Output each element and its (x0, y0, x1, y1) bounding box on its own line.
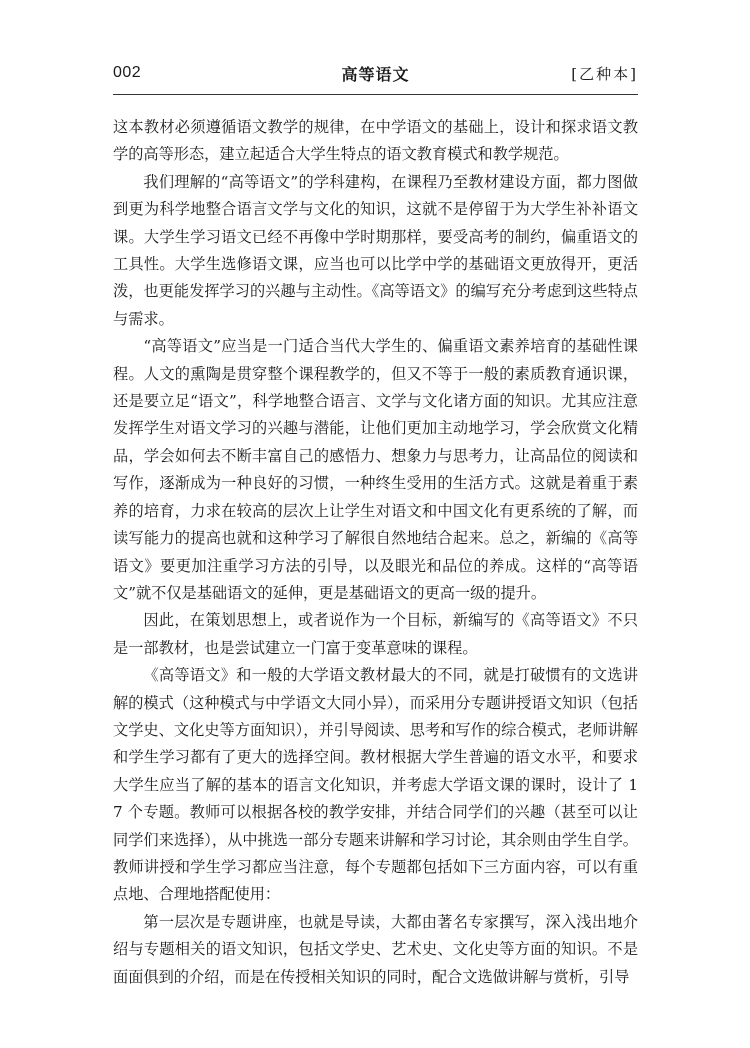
paragraph-2: 我们理解的“高等语文”的学科建构，在课程乃至教材建设方面，都力图做到更为科学地整合语言文学与文化的知识，这就不是停留于为大学生补补语文课。大学生学习语文已经不再像中学时期那样，要受高考的制约，偏重语文的工具性。大学生选修语文课，应当也可以比学中学的基础语文更放得开，更活泼，也更能发挥学习的兴趣与主动性。《高等语文》的编写充分考虑到这些特点与需求。 (113, 172, 638, 328)
paragraph-5: 《高等语文》和一般的大学语文教材最大的不同，就是打破惯有的文选讲解的模式（这种模式与中学语文大同小异），而采用分专题讲授语文知识（包括文学史、文化史等方面知识），并引导阅读、思考和写作的综合模式，老师讲解和学生学习都有了更大的选择空间。教材根据大学生普遍的语文水平，和要求大学生应当了解的基本的语言文化知识，并考虑大学语文课的课时，设计了 17 个专题。教师可以根据各校的教学安排，并结合同学们的兴趣（甚至可以让同学们来选择），从中挑选一部分专题来讲解和学习讨论，其余则由学生自学。教师讲授和学生学习都应当注意，每个专题都包括如下三方面内容，可以有重点地、合理地搭配使用： (113, 666, 638, 904)
body-text (113, 114, 638, 991)
book-title: 高等语文 (341, 65, 410, 84)
paragraph-1: 这本教材必须遵循语文教学的规律，在中学语文的基础上，设计和探求语文教学的高等形态，建立起适合大学生特点的语文教育模式和教学规范。 (113, 118, 638, 164)
paragraph-3: “高等语文”应当是一门适合当代大学生的、偏重语文素养培育的基础性课程。人文的熏陶是贯穿整个课程教学的，但又不等于一般的素质教育通识课，还是要立足“语文”，科学地整合语言、文学与文化诸方面的知识。尤其应注意发挥学生对语文学习的兴趣与潜能，让他们更加主动地学习，学会欣赏文化精品，学会如何去不断丰富自己的感悟力、想象力与思考力，让高品位的阅读和写作，逐渐成为一种良好的习惯，一种终生受用的生活方式。这就是着重于素养的培育，力求在较高的层次上让学生对语文和中国文化有更系统的了解，而读写能力的提高也就和这种学习了解很自然地结合起来。总之，新编的《高等语文》要更加注重学习方法的引导，以及眼光和品位的养成。这样的“高等语文”就不仅是基础语文的延伸，更是基础语文的更高一级的提升。 (113, 337, 638, 602)
paragraph-4: 因此，在策划思想上，或者说作为一个目标，新编写的《高等语文》不只是一部教材，也是尝试建立一门富于变革意味的课程。 (113, 611, 638, 657)
edition-label: [乙种本] (571, 65, 638, 83)
page-number: 002 (113, 64, 142, 81)
running-header (113, 62, 638, 88)
paragraph-6: 第一层次是专题讲座，也就是导读，大都由著名专家撰写，深入浅出地介绍与专题相关的语文知识，包括文学史、艺术史、文化史等方面的知识。不是面面俱到的介绍，而是在传授相关知识的同时，配合文选做讲解与赏析，引导 (113, 912, 638, 986)
header-divider (113, 94, 638, 95)
